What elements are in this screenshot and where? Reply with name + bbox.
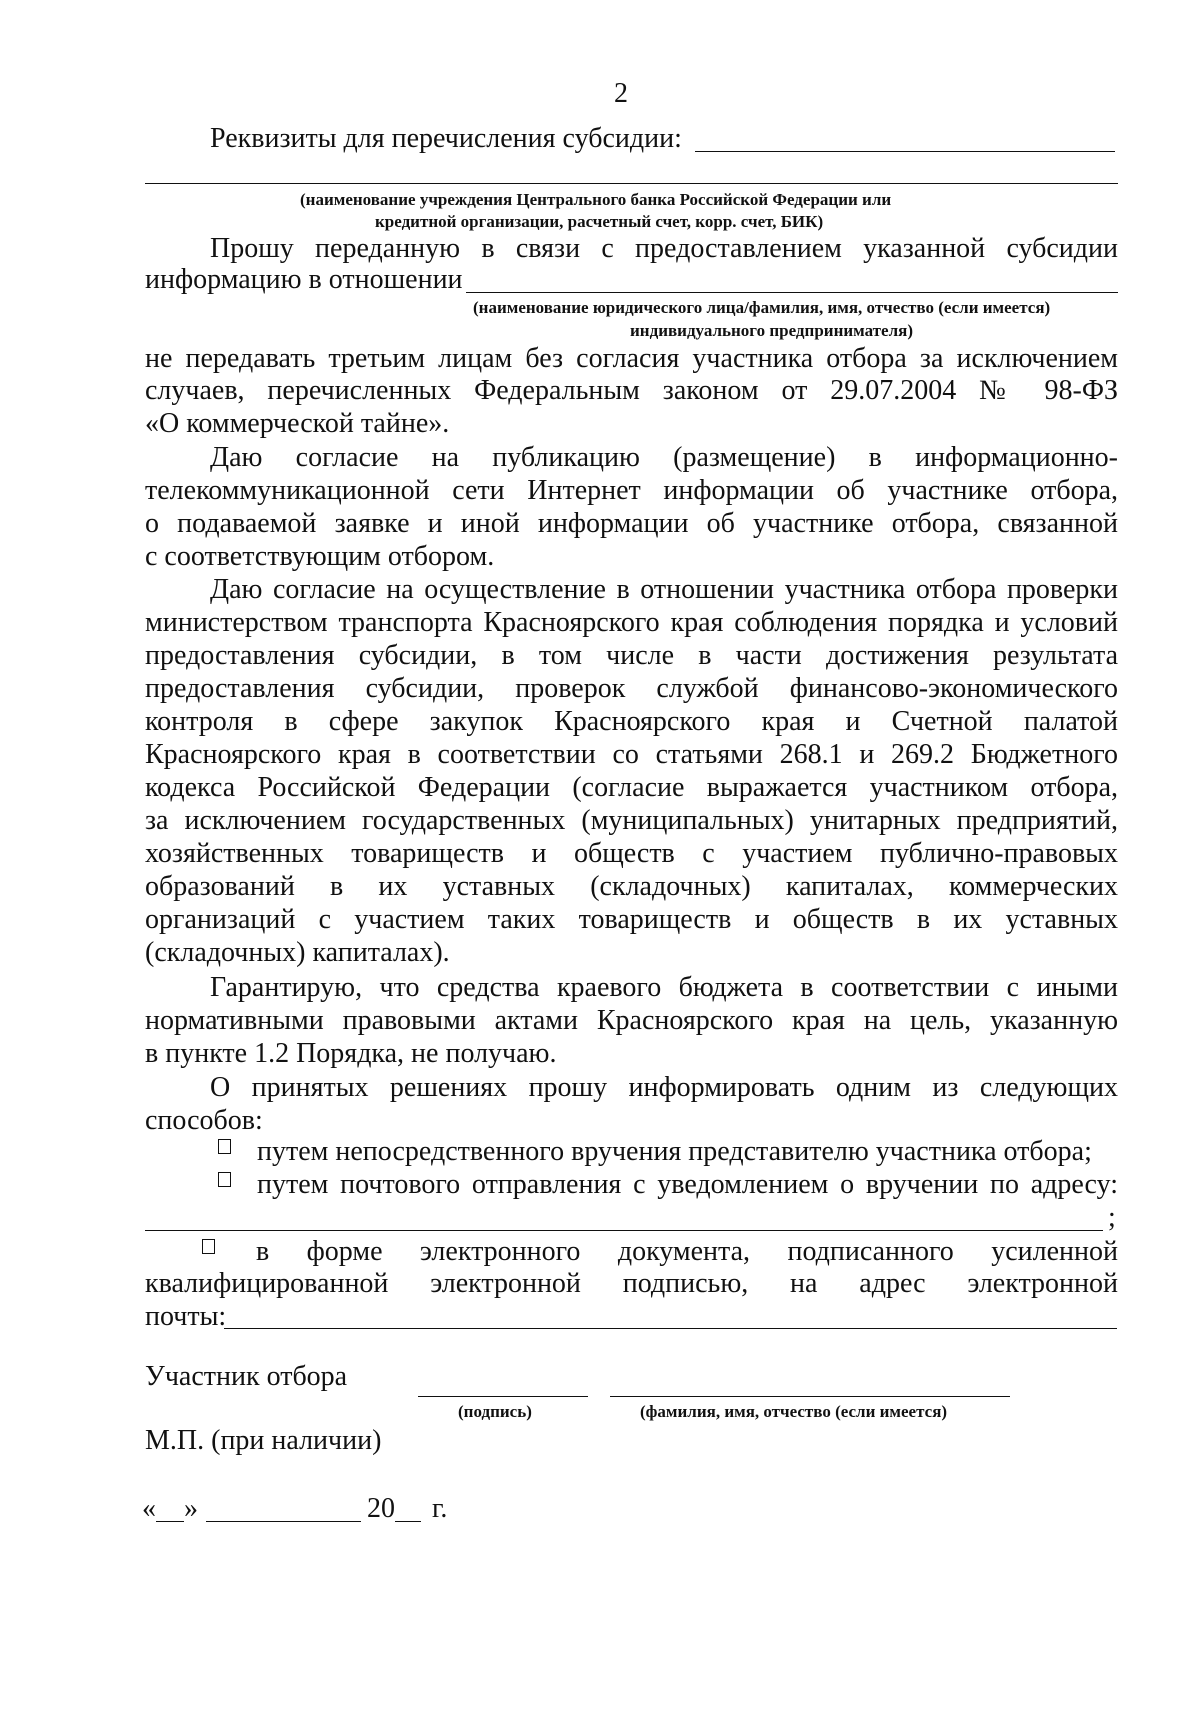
verification-line-7: кодекса Российской Федерации (согласие выражается участником отбора, bbox=[145, 772, 1118, 803]
requisites-blank-line[interactable] bbox=[695, 151, 1115, 152]
requisites-caption-2: кредитной организации, расчетный счет, корр. счет, БИК) bbox=[375, 212, 824, 231]
option-electronic-line-1: в форме электронного документа, подписанного усиленной bbox=[256, 1236, 1118, 1267]
request-continuation-1: не передавать третьим лицам без согласия участника отбора за исключением bbox=[145, 343, 1118, 374]
signature-blank-line[interactable] bbox=[418, 1396, 588, 1397]
date-year-prefix: 20 bbox=[367, 1493, 395, 1524]
verification-line-1: Даю согласие на осуществление в отношении участника отбора проверки bbox=[210, 574, 1118, 605]
option-direct-checkbox[interactable] bbox=[218, 1139, 231, 1158]
publication-line-2: телекоммуникационной сети Интернет информации об участнике отбора, bbox=[145, 475, 1118, 506]
entity-name-blank-line[interactable] bbox=[466, 292, 1118, 293]
guarantee-line-2: нормативными правовыми актами Красноярского края на цель, указанную bbox=[145, 1005, 1118, 1036]
name-blank-line[interactable] bbox=[610, 1396, 1010, 1397]
request-continuation-2: случаев, перечисленных Федеральным законом от 29.07.2004 № 98-ФЗ bbox=[145, 375, 1118, 406]
verification-line-4: предоставления субсидии, проверок службой финансово-экономического bbox=[145, 673, 1118, 704]
requisites-label: Реквизиты для перечисления субсидии: bbox=[210, 123, 682, 154]
request-caption-2: индивидуального предпринимателя) bbox=[630, 321, 913, 340]
request-line-1: Прошу переданную в связи с предоставлением указанной субсидии bbox=[210, 233, 1118, 264]
requisites-caption-1: (наименование учреждения Центрального банка Российской Федерации или bbox=[300, 190, 892, 209]
date-month-blank[interactable] bbox=[206, 1521, 361, 1522]
verification-line-6: Красноярского края в соответствии со статьями 268.1 и 269.2 Бюджетного bbox=[145, 739, 1118, 770]
guarantee-line-1: Гарантирую, что средства краевого бюджета в соответствии с иными bbox=[210, 972, 1118, 1003]
request-line-2-prefix: информацию в отношении bbox=[145, 264, 463, 295]
notify-line-1: О принятых решениях прошу информировать одним из следующих bbox=[210, 1072, 1118, 1103]
verification-line-11: организаций с участием таких товариществ и обществ в их уставных bbox=[145, 904, 1118, 935]
publication-line-1: Даю согласие на публикацию (размещение) в информационно- bbox=[210, 442, 1118, 473]
verification-line-12: (складочных) капиталах). bbox=[145, 937, 450, 968]
publication-line-3: о подаваемой заявке и иной информации об участнике отбора, связанной bbox=[145, 508, 1118, 539]
guarantee-line-3: в пункте 1.2 Порядка, не получаю. bbox=[145, 1038, 557, 1069]
email-blank-line[interactable] bbox=[224, 1328, 1117, 1329]
page-number: 2 bbox=[614, 78, 628, 109]
verification-line-9: хозяйственных товариществ и обществ с участием публично-правовых bbox=[145, 838, 1118, 869]
date-year-suffix: г. bbox=[432, 1493, 448, 1524]
option-electronic-line-3: почты: bbox=[145, 1301, 227, 1332]
name-caption: (фамилия, имя, отчество (если имеется) bbox=[640, 1402, 948, 1421]
date-close-quote: » bbox=[184, 1493, 198, 1524]
request-continuation-3: «О коммерческой тайне». bbox=[145, 408, 450, 439]
notify-line-2: способов: bbox=[145, 1105, 263, 1136]
verification-line-5: контроля в сфере закупок Красноярского края и Счетной палатой bbox=[145, 706, 1118, 737]
request-caption-1: (наименование юридического лица/фамилия, имя, отчество (если имеется) bbox=[473, 298, 1051, 317]
mail-address-blank-line[interactable] bbox=[145, 1230, 1103, 1231]
date-year-blank[interactable] bbox=[395, 1521, 421, 1522]
option-electronic-checkbox[interactable] bbox=[202, 1239, 215, 1258]
option-mail-label: путем почтового отправления с уведомлением о вручении по адресу: bbox=[257, 1169, 1118, 1200]
date-open-quote: « bbox=[142, 1493, 156, 1524]
option-mail-end: ; bbox=[1108, 1202, 1116, 1233]
seal-label: М.П. (при наличии) bbox=[145, 1425, 382, 1456]
requisites-blank-line-2[interactable] bbox=[145, 183, 1118, 184]
verification-line-2: министерством транспорта Красноярского края соблюдения порядка и условий bbox=[145, 607, 1118, 638]
date-day-blank[interactable] bbox=[156, 1521, 184, 1522]
participant-label: Участник отбора bbox=[145, 1361, 348, 1392]
verification-line-10: образований в их уставных (складочных) капиталах, коммерческих bbox=[145, 871, 1118, 902]
option-mail-checkbox[interactable] bbox=[218, 1172, 231, 1191]
signature-caption: (подпись) bbox=[458, 1402, 532, 1421]
option-electronic-line-2: квалифицированной электронной подписью, на адрес электронной bbox=[145, 1268, 1118, 1299]
publication-line-4: с соответствующим отбором. bbox=[145, 541, 495, 572]
verification-line-3: предоставления субсидии, в том числе в части достижения результата bbox=[145, 640, 1118, 671]
option-direct-label: путем непосредственного вручения представителю участника отбора; bbox=[257, 1136, 1092, 1167]
verification-line-8: за исключением государственных (муниципальных) унитарных предприятий, bbox=[145, 805, 1118, 836]
